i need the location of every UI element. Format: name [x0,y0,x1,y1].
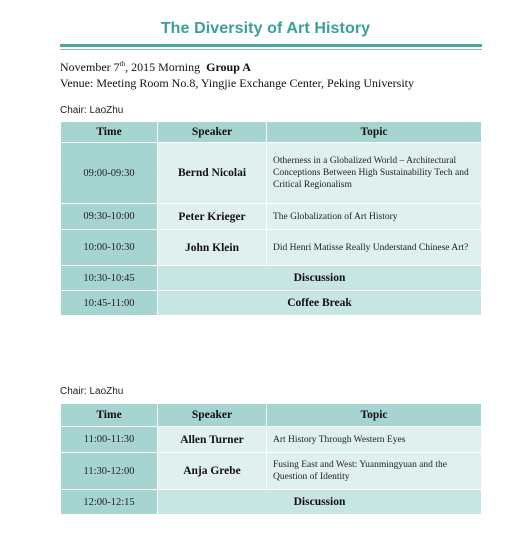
row-time: 12:00-12:15 [61,490,157,514]
row-topic: Did Henri Matisse Really Understand Chinese Art? [267,230,481,265]
row-topic: Art History Through Western Eyes [267,427,481,452]
date-day: November 7 [60,60,120,74]
row-break-label: Discussion [158,266,481,290]
table-row [61,204,481,229]
header-time: Time [61,404,157,426]
title-divider [60,44,482,47]
table-header-row [61,404,481,426]
title-divider-thin [60,49,482,50]
session-date [60,60,251,75]
session-venue: Venue: Meeting Room No.8, Yingjie Exchange Center, Peking University [60,76,415,90]
chair-label: Chair: LaoZhu [60,105,124,116]
date-rest: , 2015 Morning [125,60,201,74]
table-row [61,230,481,265]
header-speaker: Speaker [158,122,266,142]
schedule-table-1 [60,121,482,316]
row-time: 09:30-10:00 [61,204,157,229]
page-title: The Diversity of Art History [160,20,371,37]
header-topic: Topic [267,404,481,426]
row-time: 11:00-11:30 [61,427,157,452]
row-speaker: Allen Turner [158,427,266,452]
row-topic: Otherness in a Globalized World – Architectural Conceptions Between High Sustainability Tech and Critical Regionalism [267,143,481,203]
table-row-break [61,291,481,315]
row-break-label: Discussion [158,490,481,514]
header-speaker: Speaker [158,404,266,426]
row-time: 10:00-10:30 [61,230,157,265]
row-time: 10:45-11:00 [61,291,157,315]
row-break-label: Coffee Break [158,291,481,315]
table-row [61,143,481,203]
header-time: Time [61,122,157,142]
date-suffix: th [119,60,126,68]
row-time: 11:30-12:00 [61,453,157,489]
table-row [61,427,481,452]
table-row-break [61,266,481,290]
group-label: Group A [206,60,251,74]
chair-label: Chair: LaoZhu [60,386,124,397]
row-topic: The Globalization of Art History [267,204,481,229]
row-time: 09:00-09:30 [61,143,157,203]
row-speaker: Peter Krieger [158,204,266,229]
table-row-break [61,490,481,514]
row-speaker: Bernd Nicolai [158,143,266,203]
schedule-table-2 [60,403,482,515]
row-speaker: Anja Grebe [158,453,266,489]
table-header-row [61,122,481,142]
row-speaker: John Klein [158,230,266,265]
row-time: 10:30-10:45 [61,266,157,290]
header-topic: Topic [267,122,481,142]
table-row [61,453,481,489]
row-topic: Fusing East and West: Yuanmingyuan and the Question of Identity [267,453,481,489]
